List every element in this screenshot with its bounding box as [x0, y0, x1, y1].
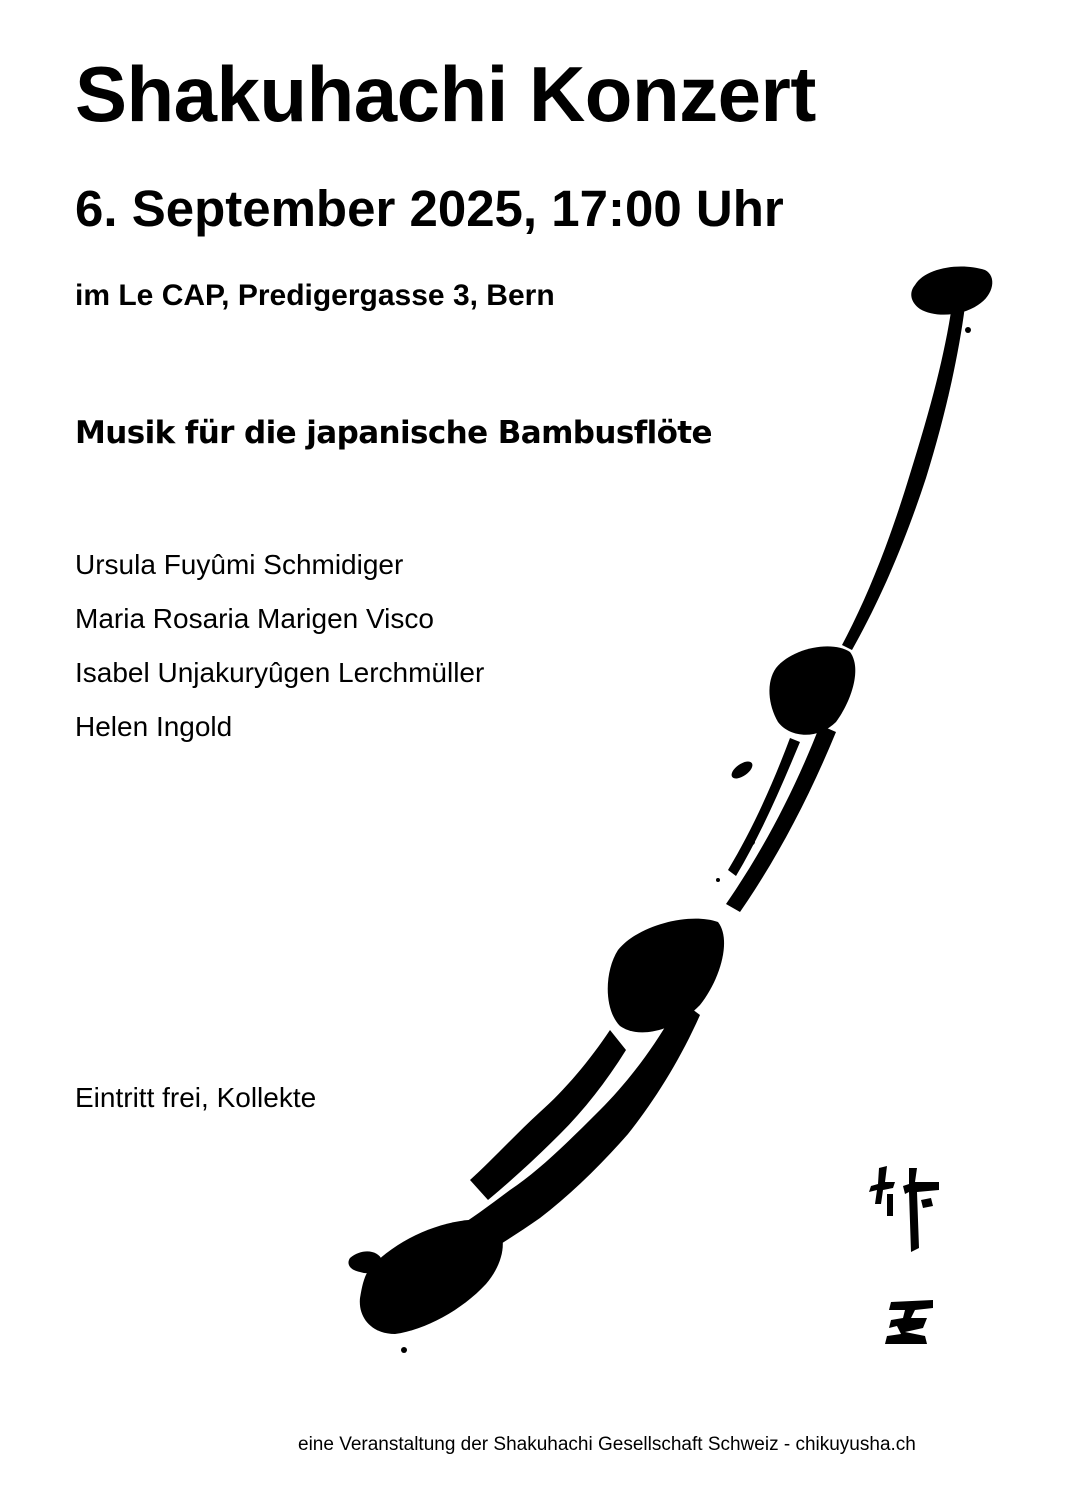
admission-note: Eintritt frei, Kollekte — [75, 1082, 317, 1113]
performer-name: Ursula Fuyûmi Schmidiger — [75, 549, 404, 580]
performer-name: Isabel Unjakuryûgen Lerchmüller — [75, 657, 485, 688]
calligraphy-seal-icon — [865, 1160, 955, 1350]
event-venue: im Le CAP, Predigergasse 3, Bern — [75, 279, 555, 312]
organizer-footer: eine Veranstaltung der Shakuhachi Gesellschaft Schweiz - chikuyusha.ch — [298, 1434, 916, 1455]
performer-name: Helen Ingold — [75, 711, 233, 742]
page-title: Shakuhachi Konzert — [75, 50, 816, 138]
event-date: 6. September 2025, 17:00 Uhr — [75, 180, 784, 237]
performer-name: Maria Rosaria Marigen Visco — [75, 603, 434, 634]
event-subtitle: Musik für die japanische Bambusflöte — [75, 415, 712, 451]
